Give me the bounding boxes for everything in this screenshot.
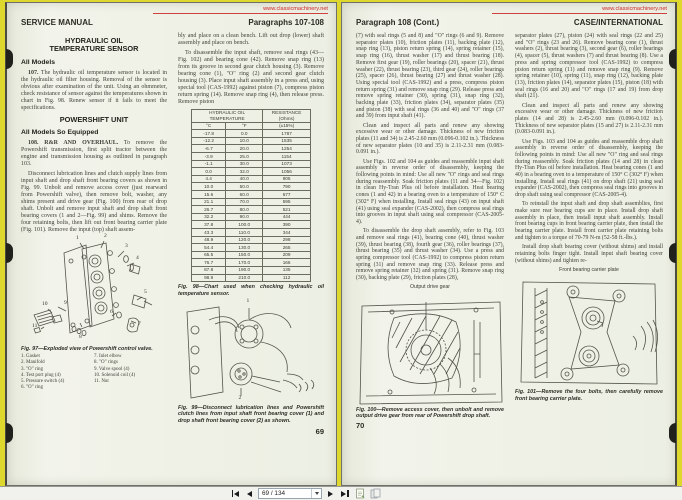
brand-title: CASE/INTERNATIONAL bbox=[573, 18, 663, 27]
page-indicator-value: 69 / 134 bbox=[262, 490, 286, 497]
table-row: 32.2 90.0 444 bbox=[192, 213, 311, 221]
table-header-temperature: HYDRAULIC OIL TEMPERATURE bbox=[192, 109, 263, 122]
paragraph: Install drop shaft bearing cover (without shims) and install retaining bolts finger tight. Install input shaft bearing cover (without shims) and tighten re- bbox=[515, 244, 663, 264]
table-subheader-tolerance: (±15%) bbox=[263, 122, 311, 130]
binder-notch bbox=[669, 423, 676, 443]
paragraph-range: Paragraphs 107-108 bbox=[248, 18, 324, 27]
legend-item: 10. Solenoid coil (4) bbox=[94, 372, 136, 378]
legend-item: 8. "O" rings bbox=[94, 360, 118, 366]
table-subheader-c: °C bbox=[192, 122, 226, 130]
paragraph-107: 107. The hydraulic oil temperature sensor is located in the hydraulic oil filter housing. Removal of the sensor is obvious after examination of the unit. Using an ohmmeter, check resistance of sensor against the temperatures shown in chart in Fig. 98. Renew sensor if it fails to meet the specifications. bbox=[21, 69, 167, 111]
resistance-table bbox=[191, 109, 311, 283]
callout: 8 bbox=[79, 333, 82, 340]
callout: 1 bbox=[76, 234, 79, 241]
page-indicator-combobox[interactable] bbox=[258, 488, 322, 499]
callout: 9 bbox=[64, 299, 67, 306]
section-title-powershift-unit: POWERSHIFT UNIT bbox=[59, 114, 129, 124]
page-number: 70 bbox=[356, 420, 365, 430]
table-row: 43.3 110.0 344 bbox=[192, 229, 311, 237]
right-page bbox=[341, 2, 677, 486]
legend-item: 3. "O" ring bbox=[21, 366, 43, 372]
paragraph-108-2: Disconnect lubrication lines and clutch supply lines from input shaft and drop shaft front bearing covers as shown in Fig. 99. Unbolt and remove access cover (just rearward from Powershift valve), then remove bolt, washer, any shims present and drive gear (Fig. 100) from rear of drop shaft. Unbolt and remove input shaft and drop shaft front bearing covers (1 and 2—Fig. 99) and shims. Remove the four retaining bolts, then lift out front bearing carrier plate (Fig. 101). Remove the input (top) shaft assem- bbox=[21, 170, 167, 233]
paragraph: Use Figs. 102 and 104 as guides and reassemble input shaft assembly in reverse order of disassembly, keeping the following points in mind: Use all new "O" rings and seal rings during reassembly. Soak friction plates (11 and 34—Fig. 102) in clean Hy-Tran Plus oil before installation. Heat bearing cones (1 and 42) in a bearing oven to a temperature of 150° C (302° F) when installing. Install seal rings (43) on input shaft (41) using seal expander (CAS-2002), then compress seal rings into grooves in input shaft using seal compressor (CAS-2005-4). bbox=[356, 158, 504, 225]
binder-notch bbox=[6, 423, 13, 443]
callout: 7 bbox=[138, 320, 141, 327]
legend-item: 7. Inlet elbow bbox=[94, 354, 122, 360]
right-page-col2 bbox=[515, 33, 663, 477]
single-page-view-icon[interactable] bbox=[355, 488, 366, 499]
table-row: 65.5 150.0 209 bbox=[192, 251, 311, 259]
table-row: 76.7 170.0 166 bbox=[192, 259, 311, 267]
next-page-button[interactable] bbox=[326, 490, 335, 498]
previous-page-button[interactable] bbox=[245, 490, 254, 498]
paragraph: To disassemble the input shaft, remove seal rings (43—Fig. 102) and bearing cone (42). Remove snap ring (13) from its groove in second gear clutch housing (3). Remove bearing cone (1), "O" ring (2) and second gear clutch housing (3). Place input shaft assembly in a press and, using special tool (CAS-1992) against piston (7), compress piston return spring (14). Remove snap ring (4), then release press. Remove piston bbox=[178, 49, 324, 105]
callout: 2 bbox=[104, 232, 107, 239]
fig97-diagram bbox=[24, 232, 164, 345]
legend-item: 2. Manifold bbox=[21, 360, 45, 366]
callout: 5 bbox=[144, 288, 147, 295]
table-row: 15.6 60.0 677 bbox=[192, 191, 311, 199]
table-row: 48.9 120.0 298 bbox=[192, 236, 311, 244]
fig97-legend bbox=[21, 354, 167, 391]
table-row: -3.9 25.0 1154 bbox=[192, 153, 311, 161]
callout: 11 bbox=[32, 322, 38, 329]
legend-item: 5. Pressure switch (4) bbox=[21, 378, 65, 384]
paragraph-108: 108. R&R AND OVERHAUL. To remove the Powershift transmission, first split tractor between the engine and transmission housing as outlined in paragraph 103. bbox=[21, 140, 167, 168]
dropdown-caret[interactable] bbox=[311, 489, 321, 498]
table-row: 4.4 40.0 905 bbox=[192, 175, 311, 183]
table-subheader-f: °F bbox=[226, 122, 263, 130]
left-page bbox=[5, 2, 337, 486]
section-title-hydraulic-oil: HYDRAULIC OIL TEMPERATURE SENSOR bbox=[49, 36, 139, 54]
table-row: 98.9 210.0 112 bbox=[192, 274, 311, 282]
watermark: www.classicmachinery.net bbox=[492, 6, 667, 14]
manual-title: SERVICE MANUAL bbox=[21, 18, 93, 27]
table-row: -12.2 10.0 1535 bbox=[192, 137, 311, 145]
paragraph: To disassemble the drop shaft assembly, refer to Fig. 103 and remove seal rings (41), bearing cone (40), thrust washer (39), thrust bearing (38), fourth gear (36), roller bearings (37), thrust bearing (35) and thrust washer (34). Use a press and spring compressor tool (CAS-1992) to compress piston return spring (31) and remove snap ring (33). Release press and remove spring retainer (32) and spring (31). Remove snap ring (30), backing plate (29), friction plates (28), bbox=[356, 228, 504, 282]
callout: 2 bbox=[238, 394, 242, 401]
fig97-caption: Fig. 97—Exploded view of Powershift control valve. bbox=[21, 345, 153, 352]
callout: 10 bbox=[42, 300, 48, 307]
subheading-all-models: All Models bbox=[21, 58, 55, 66]
left-page-col2 bbox=[178, 33, 324, 477]
fig101-diagram bbox=[515, 276, 663, 388]
previous-page-icon bbox=[247, 491, 252, 497]
binder-notch bbox=[6, 243, 13, 263]
table-row: 21.1 70.0 595 bbox=[192, 198, 311, 206]
last-page-button[interactable] bbox=[339, 489, 351, 498]
callout: 1 bbox=[246, 297, 250, 304]
binder-notch bbox=[669, 49, 676, 69]
last-page-icon bbox=[347, 490, 349, 497]
table-row: 26.7 80.0 521 bbox=[192, 206, 311, 214]
legend-item: 4. Test port plug (4) bbox=[21, 372, 61, 378]
fig101-label: Front bearing carrier plate bbox=[559, 266, 619, 273]
table-row: -6.7 20.0 1254 bbox=[192, 145, 311, 153]
page-number: 69 bbox=[315, 427, 324, 437]
table-row: 87.8 190.0 135 bbox=[192, 266, 311, 274]
first-page-icon bbox=[232, 490, 234, 497]
chevron-down-icon bbox=[315, 492, 319, 495]
fig100-label: Output drive gear bbox=[409, 284, 451, 291]
legend-item: 9. Valve spool (4) bbox=[94, 366, 130, 372]
first-page-button[interactable] bbox=[230, 489, 242, 498]
right-page-col1 bbox=[356, 33, 504, 477]
fig99-diagram bbox=[179, 297, 324, 404]
callout: 3 bbox=[125, 242, 128, 249]
page-header bbox=[356, 18, 663, 27]
paragraph: separator plates (27), piston (24) with seal rings (22 and 25) and "O" rings (23 and 26). Remove bearing cone (1), thrust washers (2), thrust bearing (3), second gear (6), roller bearings (4), spacer (5), thrust washers (7) and thrust bearing (8). Use a press and spring compressor tool (CAS-1992) to compress piston return spring (11) and remove snap ring (9). Remove spring retainer (10), spring (11), snap ring (12), backing plate (13), friction plates (14), separator plates (15), piston (18) with seal rings (16 and 20) and "O" rings (17 and 19) from drop shaft (21). bbox=[515, 33, 663, 100]
binder-notch bbox=[669, 243, 676, 263]
paragraph: Clean and inspect all parts and renew any showing excessive wear or other damage. Thickness of new friction plates (14 and 28) is 2.45-2.60 mm (0.096-0.102 in.). Thickness of new separator plates (15 and 27) is 2.11-2.31 mm (0.083-0.091 in.). bbox=[515, 102, 663, 136]
table-row: -1.1 30.0 1073 bbox=[192, 160, 311, 168]
table-row: -17.8 0.0 1787 bbox=[192, 130, 311, 138]
page-header bbox=[21, 18, 324, 27]
paragraph-continued: Paragraph 108 (Cont.) bbox=[356, 18, 440, 27]
fig101-caption: Fig. 101—Remove the four bolts, then carefully remove front bearing carrier plate. bbox=[515, 389, 663, 402]
table-header-resistance: RESISTANCE (Ohms) bbox=[263, 109, 311, 122]
fig100-caption: Fig. 100—Remove access cover, then unbolt and remove output drive gear from rear of Powershift drop shaft. bbox=[356, 407, 504, 420]
table-row: 37.8 100.0 390 bbox=[192, 221, 311, 229]
left-page-col1 bbox=[21, 33, 167, 477]
paragraph: Use Figs. 103 and 104 as guides and reassemble drop shaft assembly in reverse order of disassembly, keeping the following points in mind: Use all new "O" ring and seal rings during reassembly. Soak friction plates (14 and 28) in clean Hy-Tran Plus oil before installation. Heat bearing cones (1 and 40) in a bearing oven to a temperature of 150° C (302° F) when installing. Install seal rings (41) on drop shaft (21) using seal expander (CAS-2002), then compress seal rings into grooves in drop shaft using seal compressor (CAS-2005-4). bbox=[515, 138, 663, 199]
fig98-caption: Fig. 98—Chart used when checking hydraulic oil temperature sensor. bbox=[178, 284, 324, 297]
table-row: 54.4 130.0 265 bbox=[192, 244, 311, 252]
legend-item: 1. Gasket bbox=[21, 354, 40, 360]
paragraph: To reinstall the input shaft and drop shaft assemblies, first make sure rear bearing cups are in place. Install drop shaft assembly in place, then install input shaft assembly. Install front bearing cups in front bearing carrier plate, then install the bearing carrier plate. Install front carrier plate retaining bolts and tighten to a torque of 70-79 N-m (52-58 ft.-lbs.). bbox=[515, 201, 663, 241]
fig99-caption: Fig. 99—Disconnect lubrication lines and Powershift clutch lines from input shaft front bearing cover (1) and drop shaft front bearing cover (2) as shown. bbox=[178, 404, 324, 424]
watermark: www.classicmachinery.net bbox=[153, 6, 328, 14]
fig100-diagram bbox=[356, 294, 506, 406]
paragraph: (7) with seal rings (5 and 8) and "O" rings (6 and 9). Remove separator plates (10), friction plates (11), backing plate (12), snap ring (13), piston return spring (14), spring retainer (15), snap ring (16), thrust washer (17) and thrust bearing (18). Remove first gear (19), roller bearings (20), spacer (21), thrust washer (22), thrust bearing (23), third gear (24), roller bearings (25), spacer (26), thrust bearing (27) and thrust washer (28). Using special tool (CAS-1992) and a press, compress piston return spring (31) and remove snap ring (29). Release press and remove spring retainer (30), spring (31), snap ring (32), backing plate (33), friction plates (34), separator plates (35) and piston (38) with seal rings (36 and 40) and "O" rings (37 and 39) from input shaft (41). bbox=[356, 33, 504, 120]
subheading-all-models-equipped: All Models So Equipped bbox=[21, 129, 99, 137]
next-page-icon bbox=[328, 491, 333, 497]
legend-item: 11. Nut bbox=[94, 378, 109, 384]
legend-item: 6. "O" ring bbox=[21, 385, 43, 391]
table-row: 0.0 32.0 1056 bbox=[192, 168, 311, 176]
viewer-toolbar bbox=[0, 486, 682, 500]
callout: 4 bbox=[136, 254, 139, 261]
paragraph: bly and place on a clean bench. Lift out drop (lower) shaft assembly and place on bench. bbox=[178, 33, 324, 46]
binder-notch bbox=[6, 49, 13, 69]
facing-pages-view-icon[interactable] bbox=[370, 488, 381, 499]
paragraph: Clean and inspect all parts and renew any showing excessive wear or other damage. Thickness of new friction plates (11 and 34) is 2.45-2.60 mm (0.096-0.102 in.). Thickness of new separator plates (10 and 35) is 2.11-2.31 mm (0.083-0.091 in.). bbox=[356, 122, 504, 156]
callout: 6 bbox=[110, 308, 113, 315]
table-row: 10.0 50.0 790 bbox=[192, 183, 311, 191]
